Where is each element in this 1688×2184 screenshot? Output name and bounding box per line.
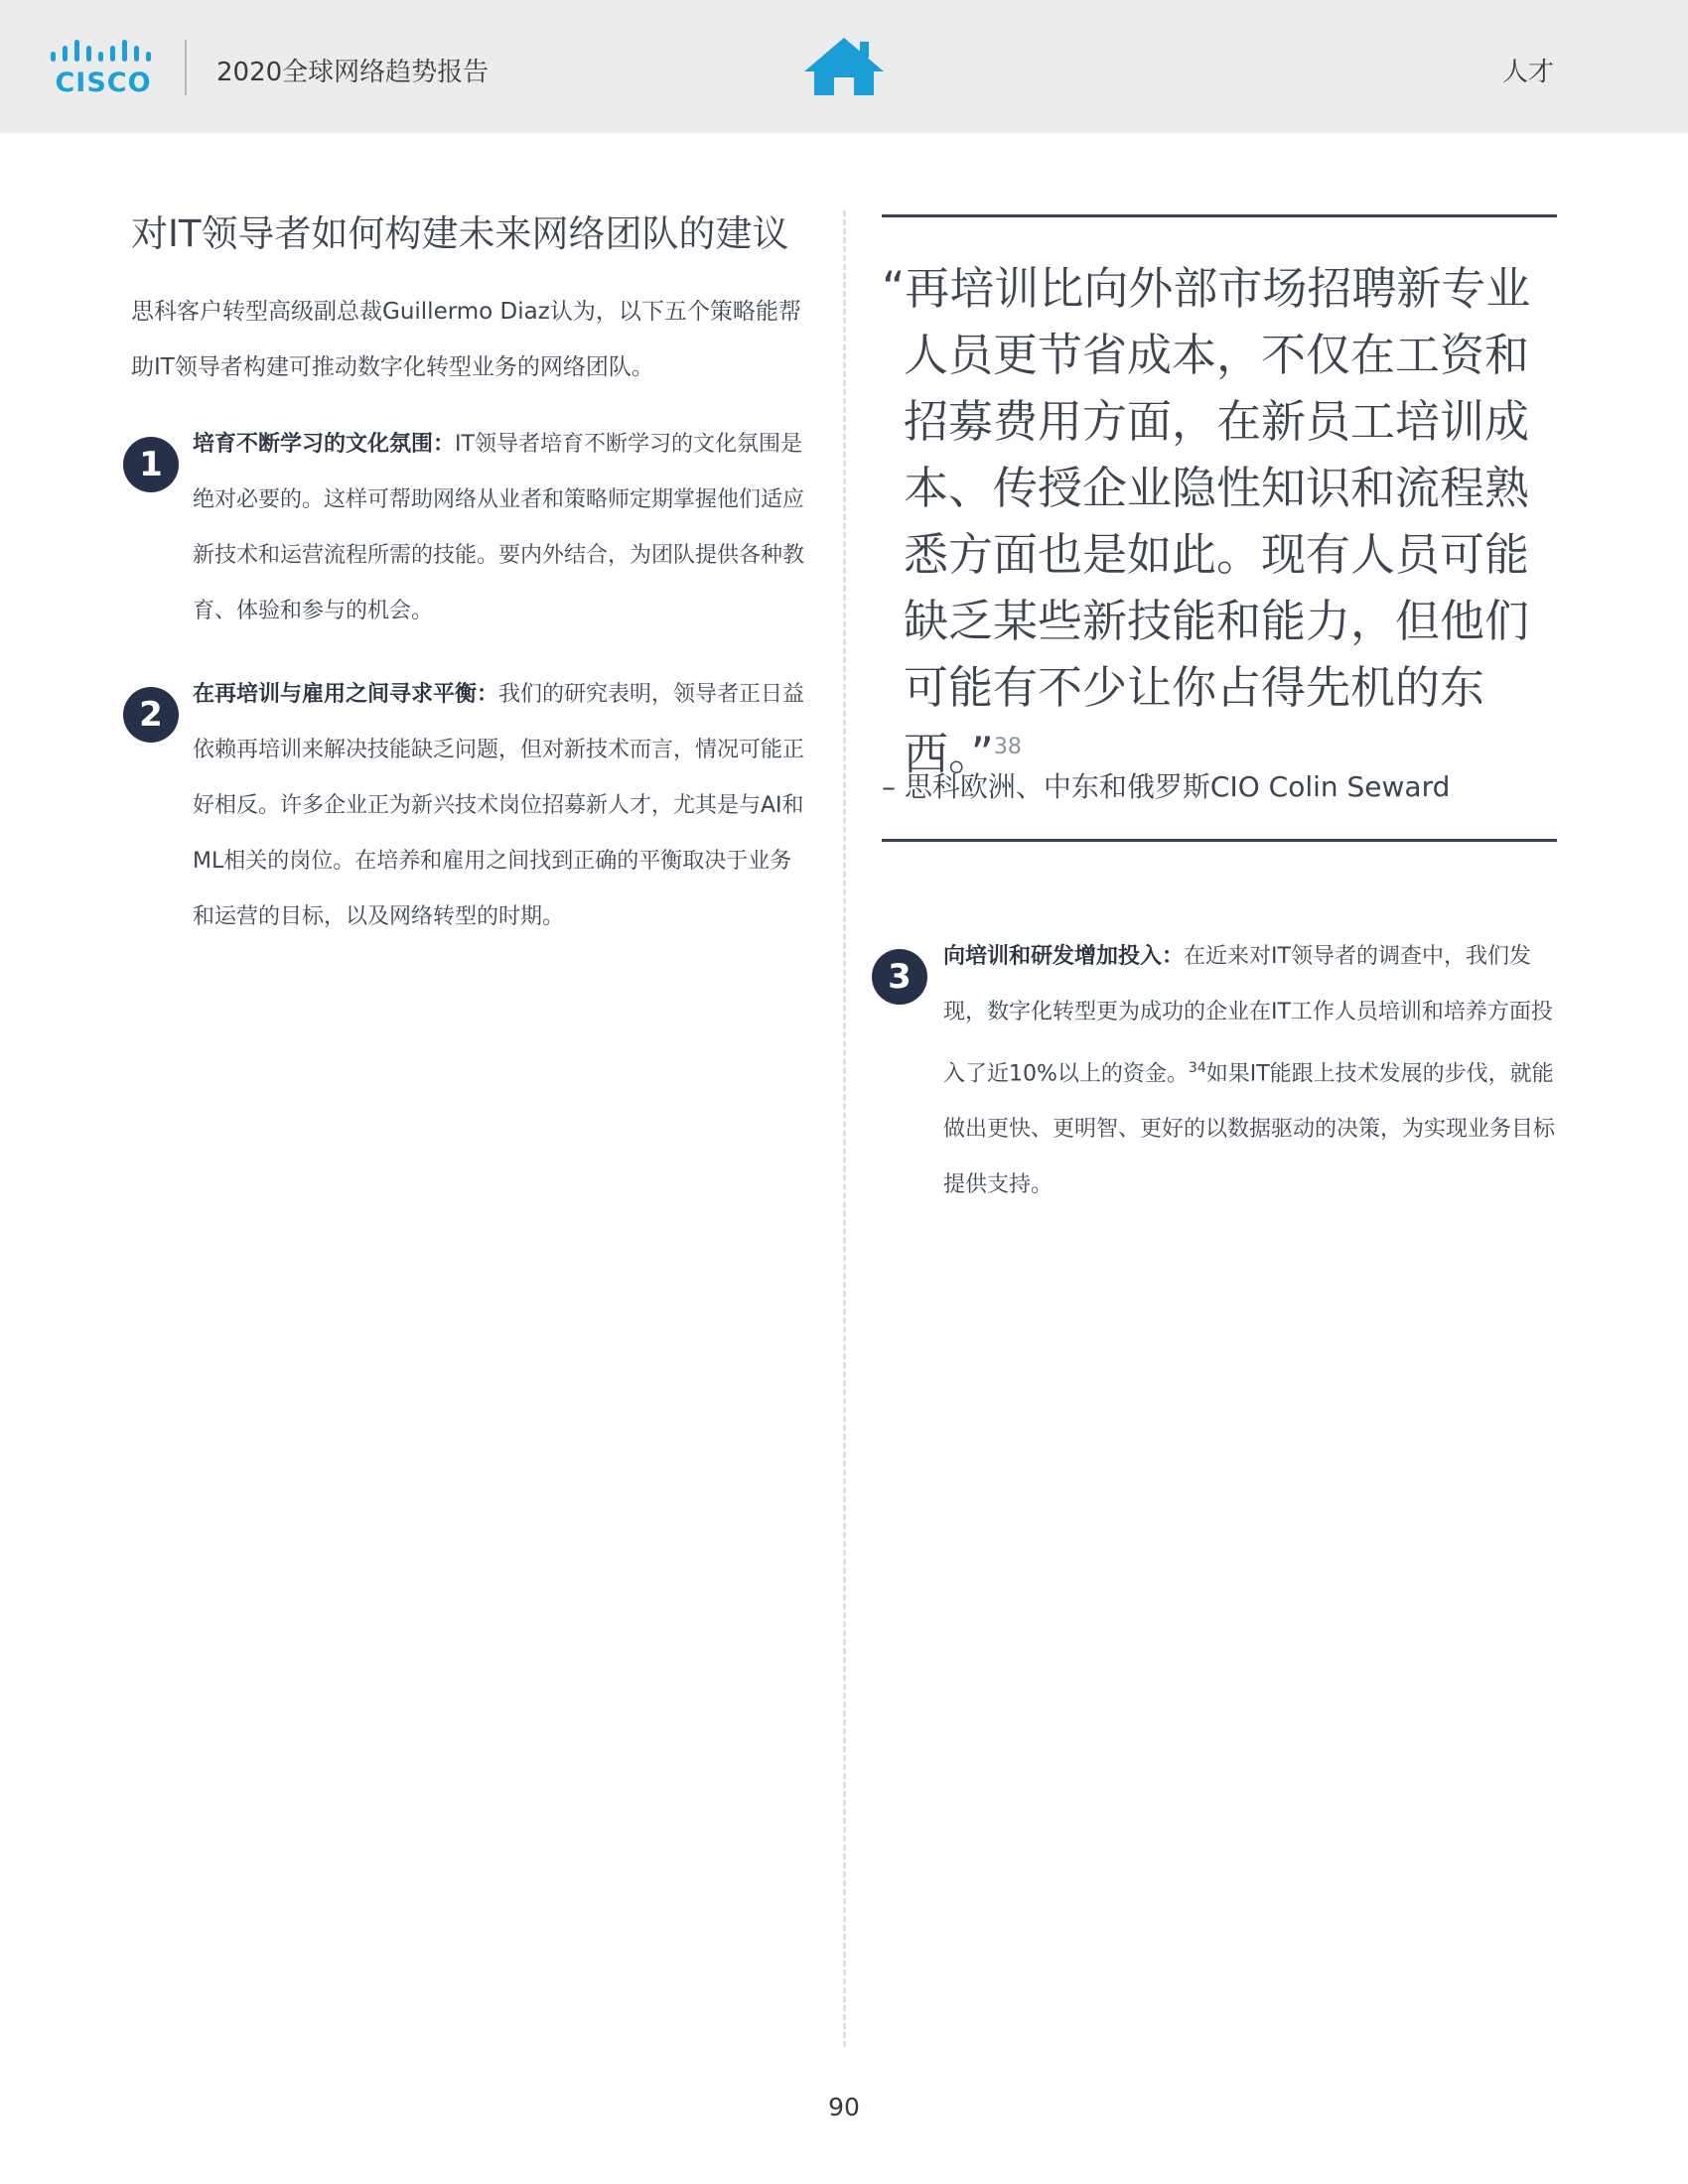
left-column bbox=[131, 208, 806, 395]
number-badge: 1 bbox=[123, 437, 179, 492]
number-badge: 3 bbox=[872, 949, 927, 1005]
page-number: 90 bbox=[828, 2093, 860, 2121]
item-text bbox=[943, 929, 1561, 1213]
cisco-bars-icon bbox=[48, 38, 159, 69]
header-bar bbox=[0, 0, 1688, 133]
item-description: IT领导者培育不断学习的文化氛围是绝对必要的。这样可帮助网络从业者和策略师定期掌握他们适应新技术和运营流程所需的技能。要内外结合，为团队提供各种教育、体验和参与的机会。 bbox=[193, 432, 805, 623]
intro-paragraph: 思科客户转型高级副总裁Guillermo Diaz认为，以下五个策略能帮助IT领导者构建可推动数字化转型业务的网络团队。 bbox=[131, 299, 801, 380]
header-divider bbox=[185, 40, 187, 95]
report-title: 2020全球网络趋势报告 bbox=[216, 58, 490, 87]
cisco-logo[interactable] bbox=[48, 38, 159, 101]
home-icon[interactable] bbox=[802, 36, 886, 97]
logo-text: CISCO bbox=[55, 68, 152, 98]
quote-body: “再培训比向外部市场招聘新专业人员更节省成本，不仅在工资和招募费用方面，在新员工培训成本、传授企业隐性知识和流程熟悉方面也是如此。现有人员可能缺乏某些新技能和能力，但他们可能有不少让你占得先机的东西。” bbox=[882, 262, 1531, 780]
item-text bbox=[193, 667, 808, 945]
section-heading: 对IT领导者如何构建未来网络团队的建议 bbox=[131, 212, 789, 255]
item-title: 在再培训与雇用之间寻求平衡： bbox=[193, 682, 499, 707]
item-title: 向培训和研发增加投入： bbox=[943, 944, 1185, 969]
quote-footnote-ref: 38 bbox=[993, 735, 1022, 759]
section-label: 人才 bbox=[1501, 58, 1554, 87]
pull-quote bbox=[882, 214, 1557, 842]
quote-text bbox=[882, 255, 1567, 787]
number-badge: 2 bbox=[123, 687, 179, 743]
item-description-cont: 如果IT能跟上技术发展的步伐，就能做出更快、更明智、更好的以数据驱动的决策，为实现业务目标提供支持。 bbox=[943, 1061, 1556, 1198]
item-description: 在近来对IT领导者的调查中，我们发现，数字化转型更为成功的企业在IT工作人员培训和培养方面投入了近10%以上的资金。 bbox=[943, 944, 1553, 1087]
footnote-ref: 34 bbox=[1188, 1060, 1206, 1076]
quote-attribution: – 思科欧洲、中东和俄罗斯CIO Colin Seward bbox=[882, 770, 1451, 803]
item-title: 培育不断学习的文化氛围： bbox=[193, 432, 456, 457]
item-text bbox=[193, 417, 808, 639]
column-divider bbox=[843, 210, 846, 2047]
item-description: 我们的研究表明，领导者正日益依赖再培训来解决技能缺乏问题，但对新技术而言，情况可能正好相反。许多企业正为新兴技术岗位招募新人才，尤其是与AI和ML相关的岗位。在培养和雇用之间找到正确的平衡取决于业务和运营的目标，以及网络转型的时期。 bbox=[193, 682, 805, 929]
